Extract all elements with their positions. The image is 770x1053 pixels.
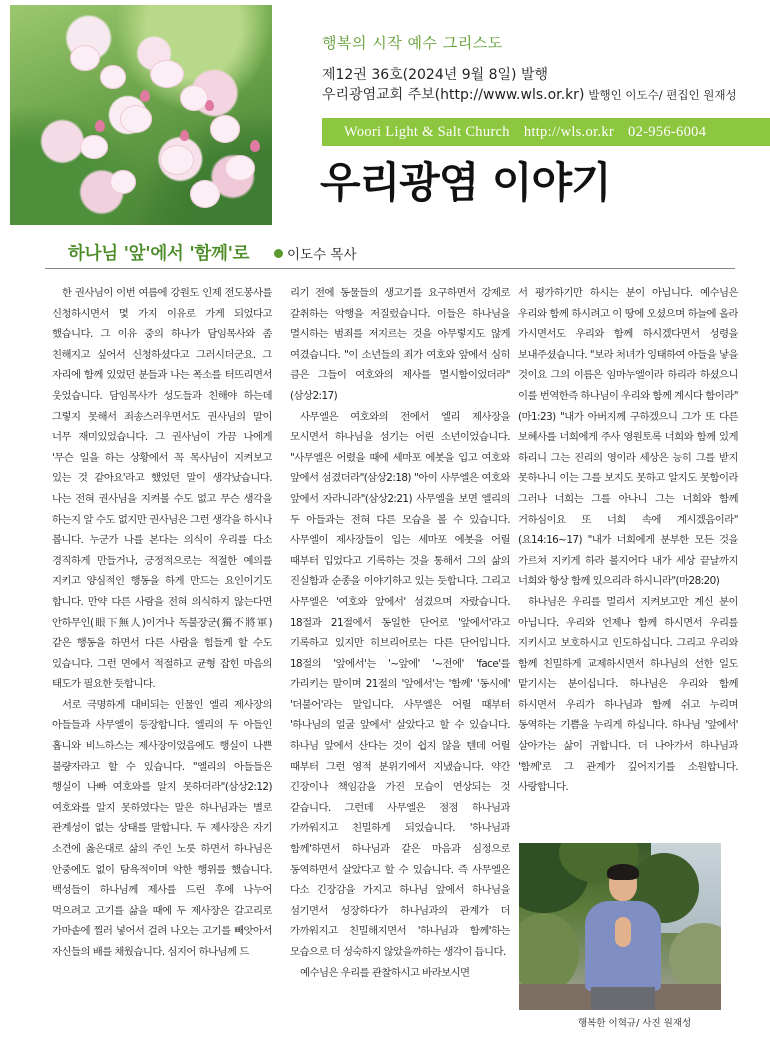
church-url: http://wls.or.kr [523,124,615,140]
paragraph: 예수님은 우리를 관찰하시고 바라보시면 [300,966,470,979]
article-column-3 [518,283,738,831]
paragraph: 사무엘은 여호와의 전에서 엘리 제사장을 모시면서 하나님을 섬기는 어린 소년이었습니다. "사무엘은 어렸을 때에 세마포 에봇을 입고 여호와 앞에서 섬겼더라"(삼상2:18) "아이 사무엘은 여호와 앞에서 자라니라"(삼상2:21) 사무엘을 보면 엘리의 두 아들과는 전혀 다른 모습을 볼 수 있습니다. 사무엘이 제사장들이 입는 세마포 에봇을 어릴 때부터 입었다고 기록하는 것을 통해서 그의 삶의 진실함과 순종을 이야기하고 있는 듯합니다. 그리고 사무엘은 '여호와 앞에서' 섬겼으며 자랐습니다. 18절과 21절에서 동일한 단어로 '앞에서'라고 기록하고 있지만 히브리어로는 다른 단어입니다. 18절의 '앞에서'는 '~앞에' '~전에' 'face'를 가리키는 말이며 21절의 '앞에서'는 '함께' '동시에' '더불어'라는 말입니다. 사무엘은 어릴 때부터 '하나님의 얼굴 앞에서' 살았다고 할 수 있습니다. 하나님 앞에서 산다는 것이 쉽지 않을 텐데 어릴 때부터 그런 영적 분위기에서 지냈습니다. 약간 긴장이나 책임감을 가진 모습이 연상되는 것 같습니다. 그런데 사무엘은 점점 하나님과 가까워지고 친밀하게 되었습니다. '하나님과 함께'하면서 하나님과 같은 마음과 심정으로 동역하면서 살았다고 할 수 있습니다. 즉 사무엘은 다소 긴장감을 가지고 하나님 앞에서 하나님을 섬기면서 성장하다가 하나님과의 관계가 더 가까워지고 친밀해지면서 '하나님과 함께'하는 모습으로 더 성숙하지 않았을까하는 생각이 듭니다. [290,410,510,958]
paragraph: 서 평가하기만 하시는 분이 아닙니다. 예수님은 우리와 함께 하시려고 이 땅에 오셨으며 하늘에 올라 가시면서도 우리와 함께 하시겠다면서 성령을 보내주셨습니다. "보라 처녀가 잉태하여 아들을 낳을 것이요 그의 이름은 임마누엘이라 하리라 하셨으니 이를 번역한즉 하나님이 우리와 함께 계시다 함이라"(마1:23) "내가 아버지께 구하겠으니 그가 또 다른 보혜사를 너희에게 주사 영원토록 너희와 함께 있게 하리니 그는 진리의 영이라 세상은 능히 그를 받지 못하나니 이는 그를 보지도 못하고 알지도 못함이라 그러나 너희는 그를 아나니 그는 너희와 함께 거하심이요 또 너희 속에 계시겠음이라"(요14:16~17) "내가 너희에게 분부한 모든 것을 가르쳐 지키게 하라 볼지어다 내가 세상 끝날까지 너희와 항상 함께 있으리라 하시니라"(마28:20) [518,287,738,588]
bulletin-main: 우리광염교회 주보(http://www.wls.or.kr) [322,87,585,103]
person [577,867,669,1010]
publisher-editor: 발행인 이도수/ 편집인 원재성 [588,88,737,102]
tagline: 행복의 시작 예수 그리스도 [322,34,503,52]
byline [274,243,357,263]
author: 이도수 목사 [287,247,357,263]
masthead-title: 우리광염 이야기 [320,158,611,207]
issue-line: 제12권 36호(2024년 9월 8일) 발행 [322,67,548,83]
church-phone: 02-956-6004 [628,124,707,140]
article-column-2 [290,283,510,1043]
bulletin-line [322,84,737,104]
church-name: Woori Light & Salt Church [344,124,510,140]
photo-caption: 행복한 이혁규/ 사진 원재성 [578,1018,692,1029]
title-divider [45,268,735,269]
portrait-photo [519,843,721,1010]
bullet-dot-icon [274,249,283,258]
header-flower-photo [10,5,272,225]
paragraph: 서로 극명하게 대비되는 인물인 엘리 제사장의 아들들과 사무엘이 등장합니다. 엘리의 두 아들인 홉니와 비느하스는 제사장이었음에도 행실이 나쁜 불량자라고 할 수 있습니다. "엘리의 아들들은 행실이 나빠 여호와를 알지 못하더라"(삼상2:12) 여호와를 알지 못하였다는 말은 하나님과는 별로 관계성이 없는 상태를 말합니다. 두 제사장은 자기 소견에 옳은대로 삶의 주인 노릇 하면서 하나님은 안중에도 없이 탐욕적이며 악한 행위를 했습니다. 백성들이 하나님께 제사를 드린 후에 나누어 먹으려고 고기를 삶을 때에 두 제사장은 갈고리로 가마솥에 찔러 넣어서 걸려 나오는 고기를 빼앗아서 자신들의 배를 채웠습니다. 심지어 하나님께 드 [52,698,272,958]
church-info-bar [322,118,770,146]
paragraph: 하나님은 우리를 멀리서 지켜보고만 계신 분이 아닙니다. 우리와 언제나 함께 하시면서 우리를 지키시고 보호하시고 인도하십니다. 그리고 우리와 함께 친밀하게 교제하시면서 하나님의 선한 일도 맡기시는 분이십니다. 하나님은 우리와 함께 하시면서 우리가 하나님과 함께 쉬고 누리며 동역하는 기쁨을 누리게 하십니다. 하나님 '앞에서' 살아가는 삶이 귀합니다. 더 나아가서 하나님과 '함께'로 그 관계가 깊어지기를 소원합니다. 사랑합니다. [518,595,738,794]
paragraph: 한 권사님이 이번 여름에 강원도 인제 전도봉사를 신청하시면서 몇 가지 이유로 가게 되었다고 했습니다. 그 이유 중의 하나가 담임목사와 좀 친해지고 싶어서 신청하셨다고 그러시더군요. 그 자리에 함께 있었던 분들과 나는 폭소를 터뜨리면서 웃었습니다. 담임목사가 성도들과 친해야 하는데 그렇지 못해서 죄송스러우면서도 권사님의 말이 너무 재미있었습니다. 그 권사님이 가끔 나에게 '무슨 일을 하는 상황에서 꼭 목사님이 지켜보고 있는 것 같아요'라고 했었던 말이 생각났습니다. 나는 전혀 권사님을 지켜볼 수도 없고 무슨 생각을 하는지 알 수도 없지만 권사님은 그런 생각을 하시나 봅니다. 누군가 나를 본다는 의식이 우리를 다소 경직하게 만들거나, 긍정적으로는 적절한 예의를 지키고 양심적인 행동을 하게 만드는 요인이기도 합니다. 만약 다른 사람을 전혀 의식하지 않는다면 안하무인(眼下無人)이거나 독불장군(獨不將軍) 같은 행동을 하면서 다른 사람을 힘들게 할 수도 있습니다. 그런 면에서 적절하고 균형 잡힌 마음의 태도가 필요한 듯합니다. [52,287,272,691]
article-column-1 [52,283,272,1043]
paragraph: 리기 전에 동물들의 생고기를 요구하면서 강제로 갈취하는 악행을 저질렀습니다. 이들은 하나님을 멸시하는 범죄를 저지르는 것을 아무렇지도 않게 여겼습니다. "이 소년들의 죄가 여호와 앞에서 심히 큼은 그들이 여호와의 제사를 멸시함이었더라"(삼상2:17) [290,287,510,402]
article-title: 하나님 '앞'에서 '함께'로 [68,244,250,264]
